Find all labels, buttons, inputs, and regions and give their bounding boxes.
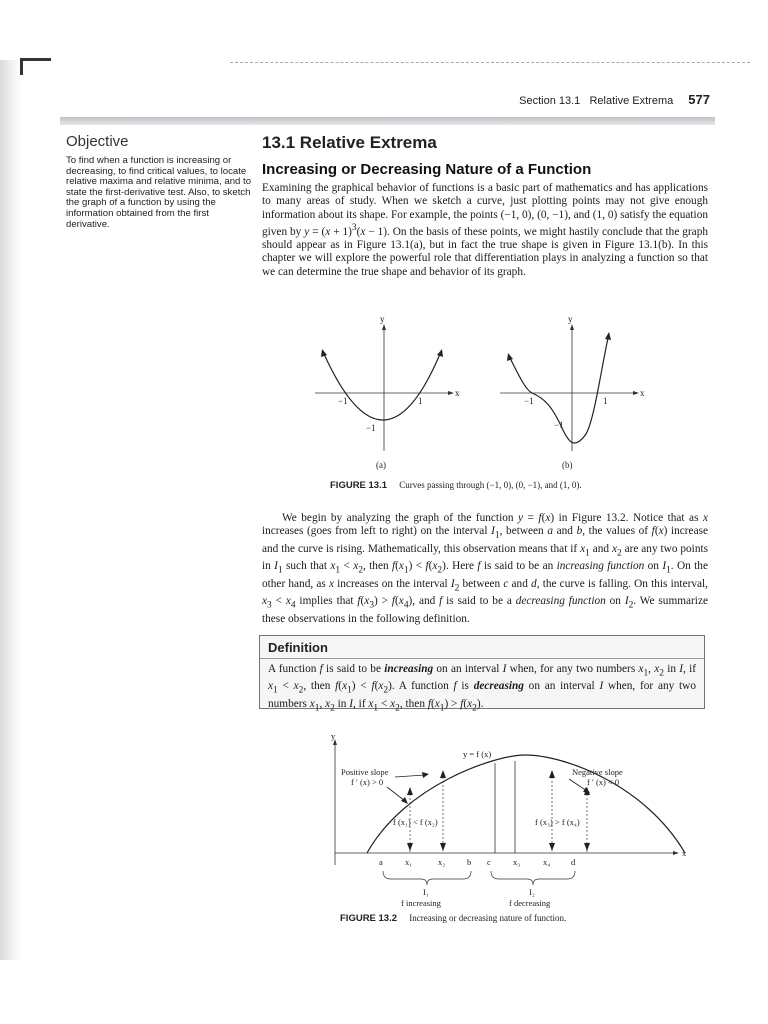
fig2-x-label: x (682, 848, 687, 858)
panel-a-y-arrow (382, 324, 386, 330)
running-head-title: Relative Extrema (589, 95, 674, 107)
fig2-positive-tangent (395, 775, 425, 777)
fig2-negative-deriv: f ′ (x) < 0 (587, 777, 620, 787)
objective-text: To find when a function is increasing or decreasing, to find critical values, to locate relative maxima and relative minima, and to state the first-derivative test. Also, to sketch the graph of a function by using the information obtained from the first derivative. (66, 155, 252, 230)
analysis-paragraph-container (262, 512, 708, 626)
figure-13-1-panel-b (500, 316, 645, 470)
fig2-curve-label: y = f (x) (463, 749, 492, 759)
panel-b-x-label: x (640, 388, 645, 398)
fig2-brace-i2 (491, 871, 575, 885)
panel-a-label: (a) (376, 460, 386, 470)
figure-13-1 (310, 316, 650, 476)
objective-sidebar (66, 133, 252, 230)
fig2-tick-x1: x₁ (405, 857, 413, 867)
intro-paragraph: Examining the graphical behavior of functions is a basic part of mathematics and has applications to many areas of study. When we sketch a curve, just plotting points may not give enough information about its shape. For example, the points (−1, 0), (0, −1), and (1, 0) satisfy the equation given by $y = (x + 1)^3(x - 1)$. On the basis of these points, we might hastily conclude that the graph should appear as in Figure 13.1(a), but in fact the true shape is given in Figure 13.1(b). In this chapter we will explore the powerful role that differentiation plays in analyzing a function so that we can determine the true shape and behavior of its graph. (262, 182, 708, 278)
figure-13-2-caption-text: Increasing or decreasing nature of function. (409, 913, 567, 923)
fig2-ineq-decreasing: f (x₃) > f (x₄) (535, 817, 580, 827)
fig2-positive-pointer (387, 787, 405, 801)
fig2-curve (367, 755, 685, 853)
analysis-paragraph: We begin by analyzing the graph of the function y = f(x) in Figure 13.2. Notice that as x increases (goes from left to right) on the interval $I_1$, between a and b, the values of f(x) increase and the curve is rising. Mathematically, this observation means that if $x_1$ and $x_2$ are any two points in $I_1$ such that $x_1 < x_2$, then $f(x_1) < f(x_2)$. Here f is said to be an increasing function on $I_1$. On the other hand, as x increases on the interval $I_2$ between c and d, the curve is falling. On this interval, $x_3 < x_4$ implies that $f(x_3) > f(x_4)$, and f is said to be a decreasing function on $I_2$. We summarize these observations in the following definition. (262, 512, 708, 626)
fig2-ineq-increasing: f (x₁) < f (x₂) (393, 817, 438, 827)
section-title: 13.1 Relative Extrema (262, 133, 437, 152)
panel-a-parabola (324, 354, 440, 420)
figure-13-1-panel-a (315, 316, 460, 470)
panel-b-curve-arrow-left (507, 353, 513, 361)
figure-13-2-caption (340, 913, 566, 924)
panel-b-x-arrow (633, 391, 639, 395)
panel-b-label: (b) (562, 460, 573, 470)
panel-a-tick-y-neg1: −1 (366, 423, 376, 433)
fig2-x2-arrow-up (440, 770, 446, 778)
panel-b-tick-neg1: −1 (524, 396, 534, 406)
panel-a-tick-neg1: −1 (338, 396, 348, 406)
page-number: 577 (688, 92, 710, 107)
fig2-positive-tangent-arrow (422, 772, 429, 778)
objective-title: Objective (66, 133, 129, 150)
fig2-f-decreasing: f decreasing (509, 898, 551, 908)
figure-13-2 (325, 735, 720, 910)
running-head-section: Section 13.1 (519, 95, 581, 107)
fig2-x2-arrow-down (440, 843, 446, 851)
fig2-x1-arrow-up (407, 787, 413, 795)
panel-b-y-label: y (568, 316, 573, 324)
fig2-interval-i1: I₁ (423, 887, 429, 897)
fig2-brace-i1 (383, 871, 471, 885)
panel-a-tick-1: 1 (418, 396, 423, 406)
fig2-x-arrow (673, 851, 679, 855)
fig2-f-increasing: f increasing (401, 898, 441, 908)
figure-13-1-caption (330, 480, 582, 491)
panel-a-curve-arrow-right (437, 349, 443, 357)
panel-b-y-arrow (570, 324, 574, 330)
fig2-tick-x3: x₃ (513, 857, 521, 867)
fig2-tick-b: b (467, 857, 472, 867)
panel-a-x-arrow (448, 391, 454, 395)
fig2-interval-i2: I₂ (529, 887, 535, 897)
fig2-positive-deriv: f ′ (x) > 0 (351, 777, 384, 787)
figure-13-1-caption-text: Curves passing through (−1, 0), (0, −1), and (1, 0). (399, 480, 582, 490)
panel-a-y-label: y (380, 316, 385, 324)
fig2-x3-arrow-down (549, 843, 555, 851)
panel-a-curve-arrow-left (321, 349, 327, 357)
fig2-negative-slope: Negative slope (572, 767, 623, 777)
header-rule (60, 117, 715, 125)
fig2-y-label: y (331, 735, 336, 741)
main-content (262, 133, 708, 279)
fig2-x3-arrow-up (549, 770, 555, 778)
fig2-x1-arrow-down (407, 843, 413, 851)
fig2-positive-pointer-arrow (401, 797, 408, 804)
fig2-tick-x4: x₄ (543, 857, 551, 867)
definition-box (259, 635, 705, 713)
scan-shadow (0, 60, 22, 960)
panel-b-curve-arrow-right (605, 332, 611, 340)
subsection-title: Increasing or Decreasing Nature of a Function (262, 161, 592, 178)
corner-mark (20, 58, 51, 75)
fig2-tick-a: a (379, 857, 383, 867)
panel-b-tick-1: 1 (603, 396, 608, 406)
fig2-negative-pointer-arrow (583, 787, 590, 793)
running-head (440, 92, 710, 107)
definition-title: Definition (260, 636, 704, 659)
fig2-tick-d: d (571, 857, 576, 867)
fig2-positive-slope: Positive slope (341, 767, 389, 777)
figure-13-2-caption-label: FIGURE 13.2 (340, 913, 398, 924)
panel-a-x-label: x (455, 388, 460, 398)
fig2-tick-c: c (487, 857, 491, 867)
top-dashed-line (230, 62, 750, 63)
panel-b-tick-y-neg1: −1 (554, 420, 564, 430)
fig2-x4-arrow-down (584, 843, 590, 851)
definition-body: A function f is said to be increasing on an interval I when, for any two numbers $x_1$, $x_2$ in I, if $x_1 < x_2$, then $f(x_1) < f(x_2)$. A function f is decreasing on an interval I when, for any two numbers $x_1$, $x_2$ in I, if $x_1 < x_2$, then $f(x_1) > f(x_2)$. (268, 663, 696, 713)
fig2-tick-x2: x₂ (438, 857, 446, 867)
figure-13-1-caption-label: FIGURE 13.1 (330, 480, 388, 491)
fig2-negative-pointer (569, 779, 587, 791)
